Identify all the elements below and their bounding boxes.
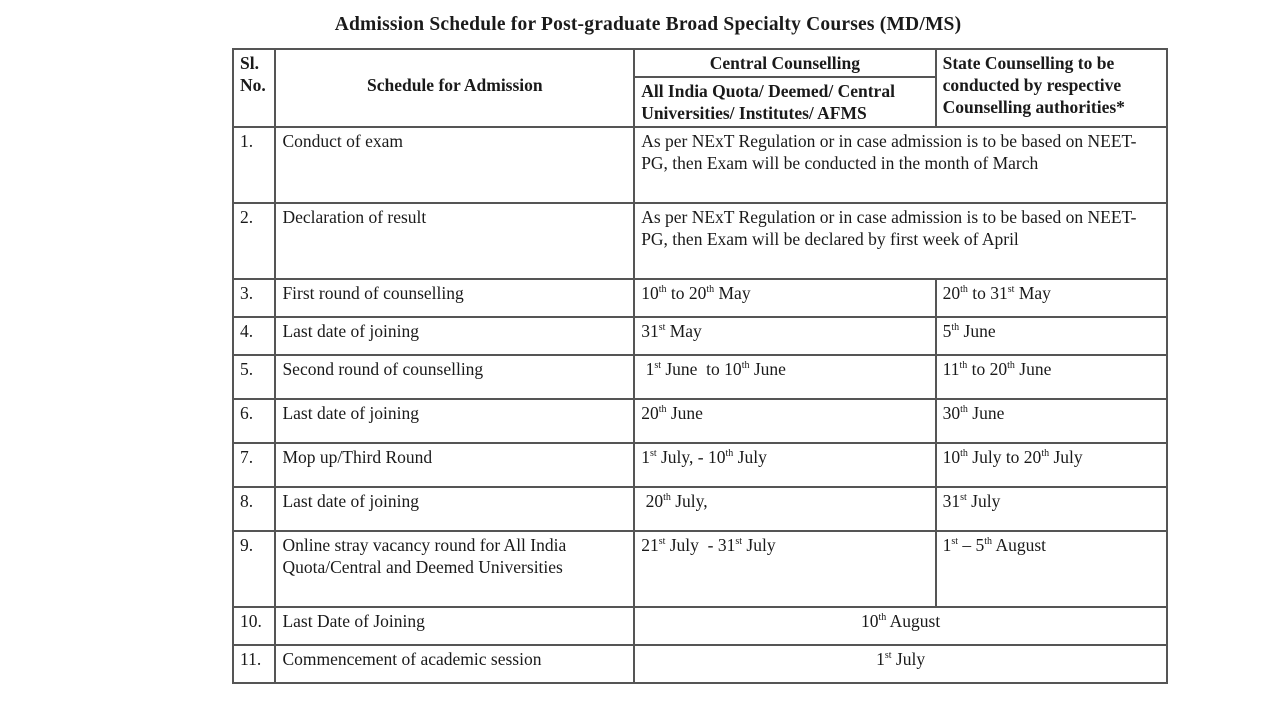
row-sl: 7. [233, 443, 275, 487]
row-central-date: 21st July - 31st July [634, 531, 935, 607]
row-schedule: Declaration of result [275, 203, 634, 279]
row-schedule: Commencement of academic session [275, 645, 634, 683]
table-header-row [233, 49, 1167, 77]
row-sl: 8. [233, 487, 275, 531]
row-schedule: Last date of joining [275, 487, 634, 531]
table-row [233, 279, 1167, 317]
header-schedule: Schedule for Admission [275, 49, 634, 127]
row-sl: 3. [233, 279, 275, 317]
table-row [233, 443, 1167, 487]
header-state-counselling: State Counselling to be conducted by respective Counselling authorities* [936, 49, 1167, 127]
row-schedule: First round of counselling [275, 279, 634, 317]
table-row [233, 607, 1167, 645]
row-schedule: Last Date of Joining [275, 607, 634, 645]
row-central-date: 31st May [634, 317, 935, 355]
row-schedule: Last date of joining [275, 317, 634, 355]
row-state-date: 31st July [936, 487, 1167, 531]
row-sl: 11. [233, 645, 275, 683]
row-state-date: 20th to 31st May [936, 279, 1167, 317]
row-central-date: 1st June to 10th June [634, 355, 935, 399]
header-sl-no: Sl. No. [233, 49, 275, 127]
admission-schedule-table [232, 48, 1168, 684]
row-state-date: 5th June [936, 317, 1167, 355]
row-sl: 1. [233, 127, 275, 203]
table-row [233, 203, 1167, 279]
table-row [233, 645, 1167, 683]
row-state-date: 30th June [936, 399, 1167, 443]
table-row [233, 127, 1167, 203]
row-schedule: Conduct of exam [275, 127, 634, 203]
table-row [233, 355, 1167, 399]
document-title: Admission Schedule for Post-graduate Broad Specialty Courses (MD/MS) [334, 14, 962, 35]
row-central-date: 1st July, - 10th July [634, 443, 935, 487]
row-merged-date: 1st July [634, 645, 1167, 683]
row-schedule: Online stray vacancy round for All India Quota/Central and Deemed Universities [275, 531, 634, 607]
row-state-date: 10th July to 20th July [936, 443, 1167, 487]
row-schedule: Last date of joining [275, 399, 634, 443]
row-state-date: 11th to 20th June [936, 355, 1167, 399]
header-central-counselling: Central Counselling [634, 49, 935, 77]
table-row [233, 399, 1167, 443]
table-row [233, 487, 1167, 531]
row-merged-note: As per NExT Regulation or in case admission is to be based on NEET-PG, then Exam will be conducted in the month of March [634, 127, 1167, 203]
row-sl: 5. [233, 355, 275, 399]
row-central-date: 20th June [634, 399, 935, 443]
row-central-date: 10th to 20th May [634, 279, 935, 317]
row-state-date: 1st – 5th August [936, 531, 1167, 607]
row-schedule: Second round of counselling [275, 355, 634, 399]
row-central-date: 20th July, [634, 487, 935, 531]
row-sl: 9. [233, 531, 275, 607]
table-row [233, 317, 1167, 355]
row-sl: 6. [233, 399, 275, 443]
table-row [233, 531, 1167, 607]
header-central-subheading: All India Quota/ Deemed/ Central Universities/ Institutes/ AFMS [634, 77, 935, 127]
row-merged-date: 10th August [634, 607, 1167, 645]
row-sl: 4. [233, 317, 275, 355]
row-merged-note: As per NExT Regulation or in case admission is to be based on NEET-PG, then Exam will be declared by first week of April [634, 203, 1167, 279]
row-schedule: Mop up/Third Round [275, 443, 634, 487]
row-sl: 2. [233, 203, 275, 279]
row-sl: 10. [233, 607, 275, 645]
